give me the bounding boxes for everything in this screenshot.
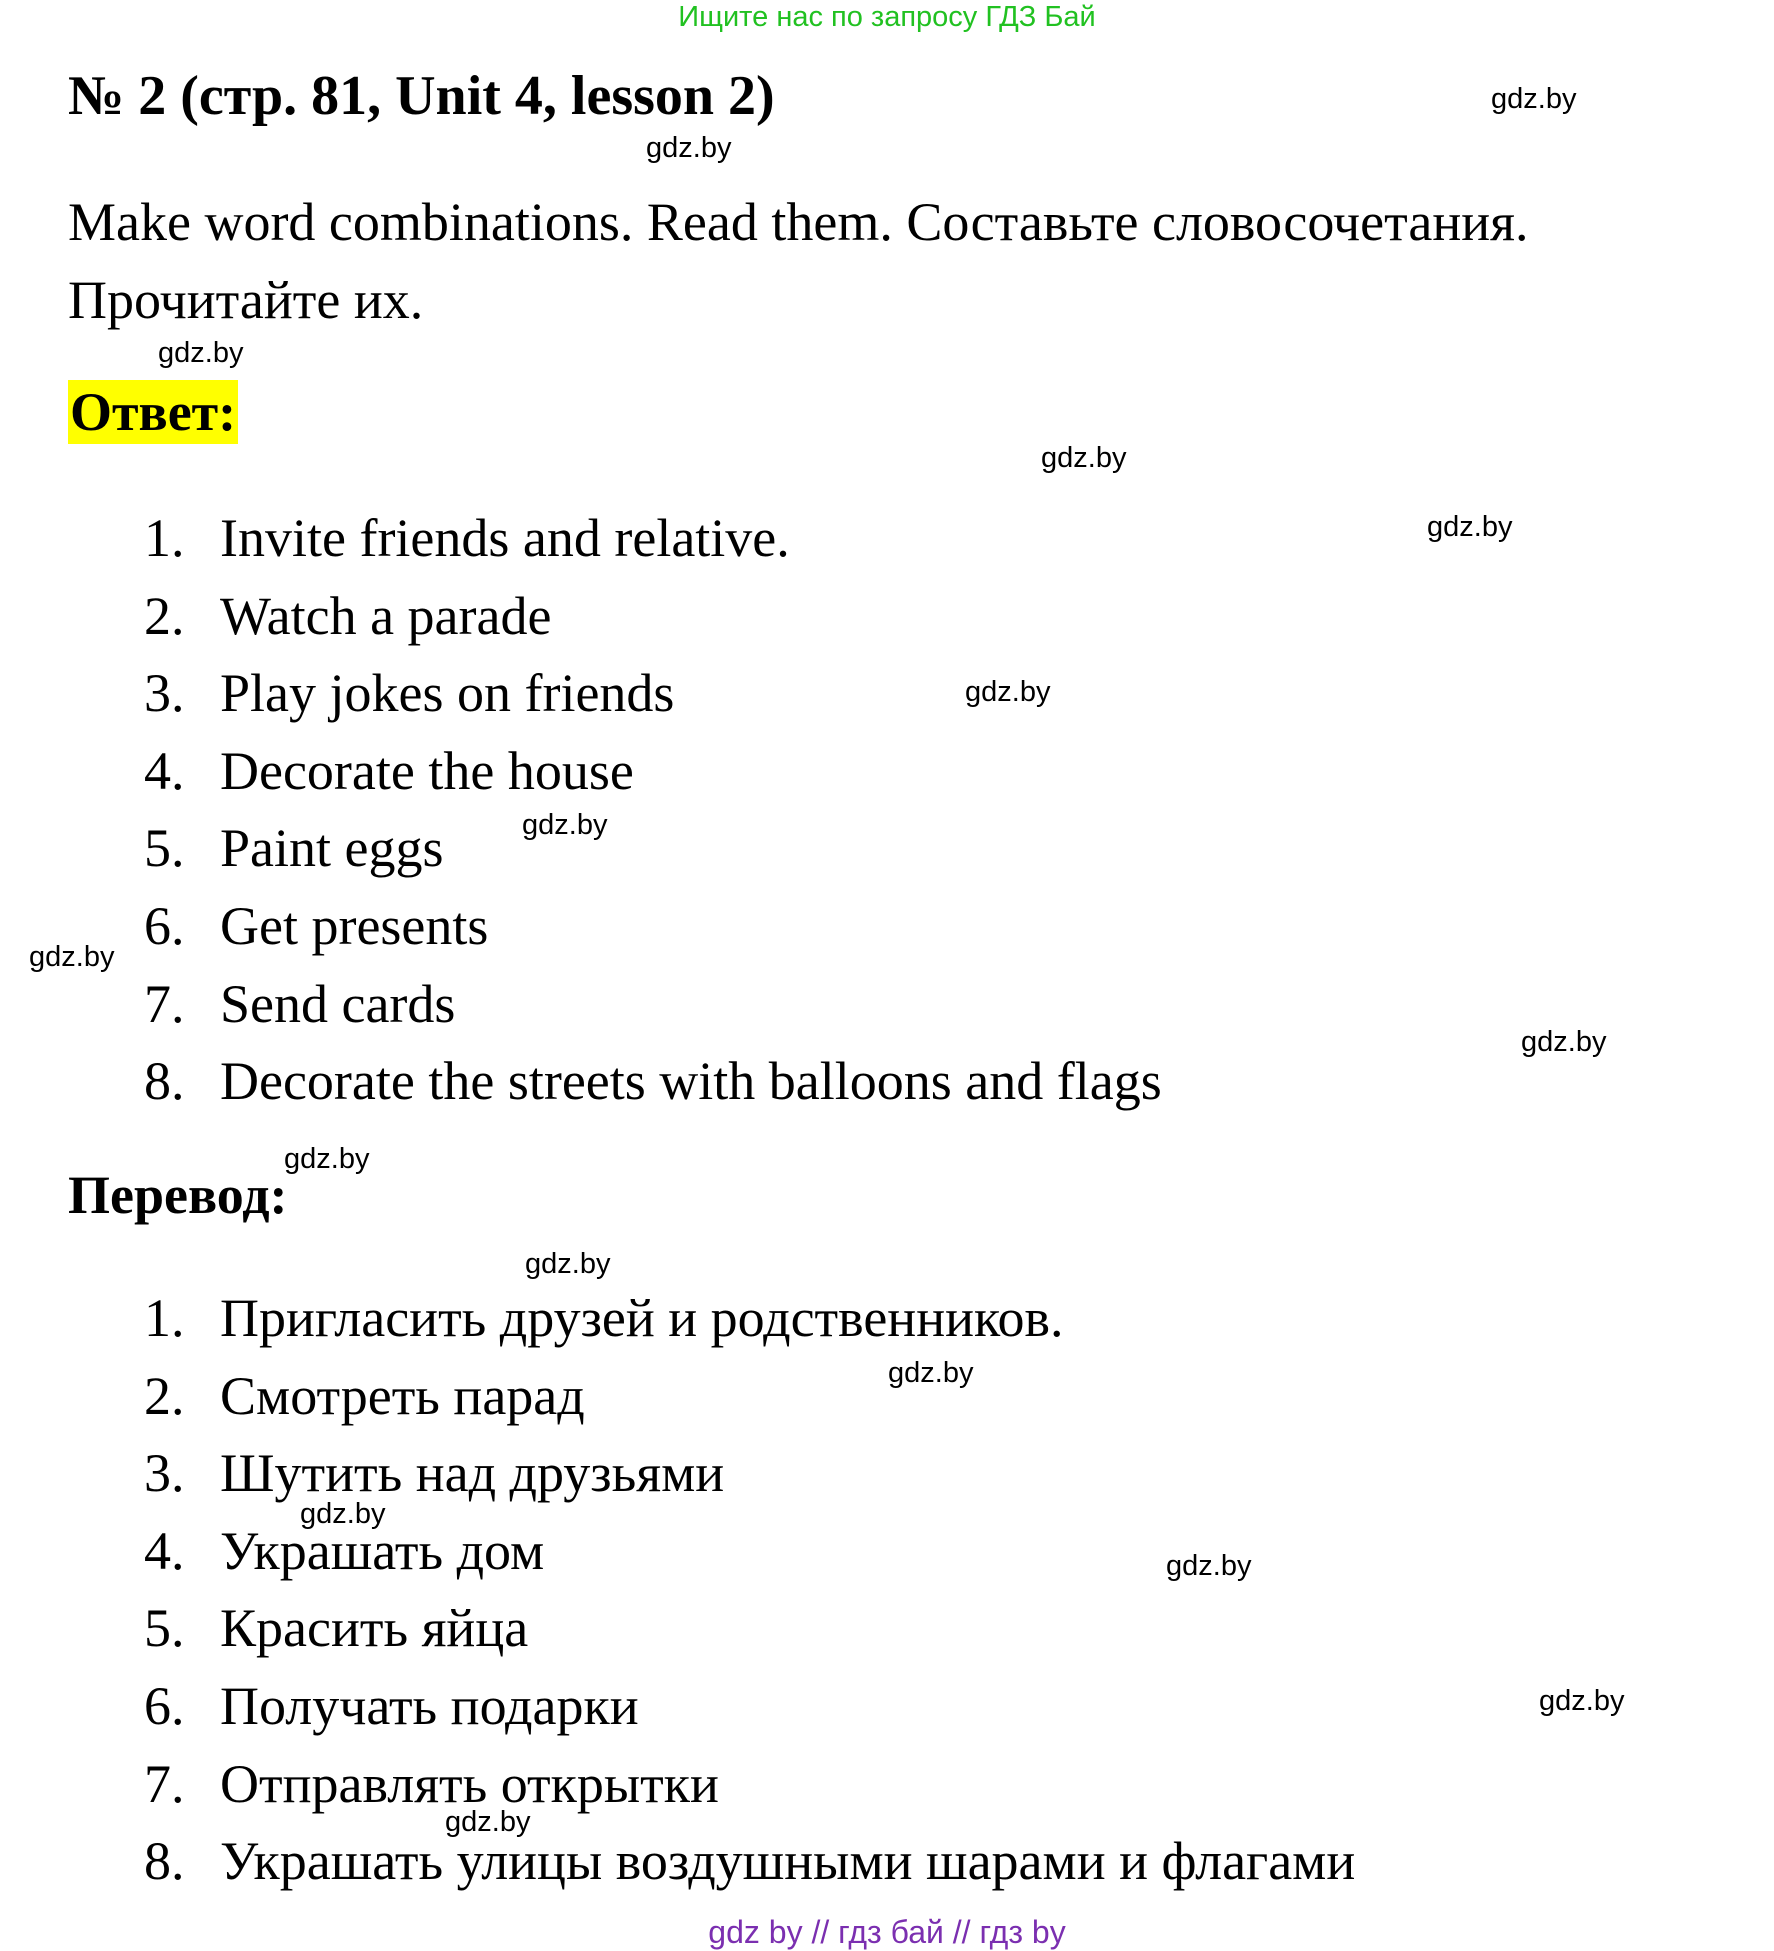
watermark: gdz.by [29, 941, 115, 973]
watermark: gdz.by [965, 676, 1051, 708]
watermark: gdz.by [445, 1806, 531, 1838]
watermark: gdz.by [646, 132, 732, 164]
footer-links[interactable]: gdz by // гдз бай // гдз by [708, 1914, 1066, 1950]
watermark: gdz.by [1539, 1685, 1625, 1717]
watermark: gdz.by [1427, 511, 1513, 543]
task-instruction: Make word combinations. Read them. Составьте словосочетания. Прочитайте их. [68, 192, 1529, 330]
watermark: gdz.by [1166, 1550, 1252, 1582]
watermark: gdz.by [888, 1357, 974, 1389]
watermark: gdz.by [1491, 83, 1577, 115]
page-title: № 2 (стр. 81, Unit 4, lesson 2) [68, 65, 775, 127]
answer-heading: Ответ: [70, 382, 237, 442]
watermark: gdz.by [525, 1248, 611, 1280]
watermark: gdz.by [522, 809, 608, 841]
watermark: gdz.by [158, 337, 244, 369]
watermark: gdz.by [300, 1498, 386, 1530]
top-banner-link[interactable]: Ищите нас по запросу ГДЗ Бай [678, 1, 1096, 33]
translation-heading: Перевод: [68, 1165, 288, 1225]
watermark: gdz.by [1521, 1026, 1607, 1058]
watermark: gdz.by [1041, 442, 1127, 474]
watermark: gdz.by [284, 1143, 370, 1175]
